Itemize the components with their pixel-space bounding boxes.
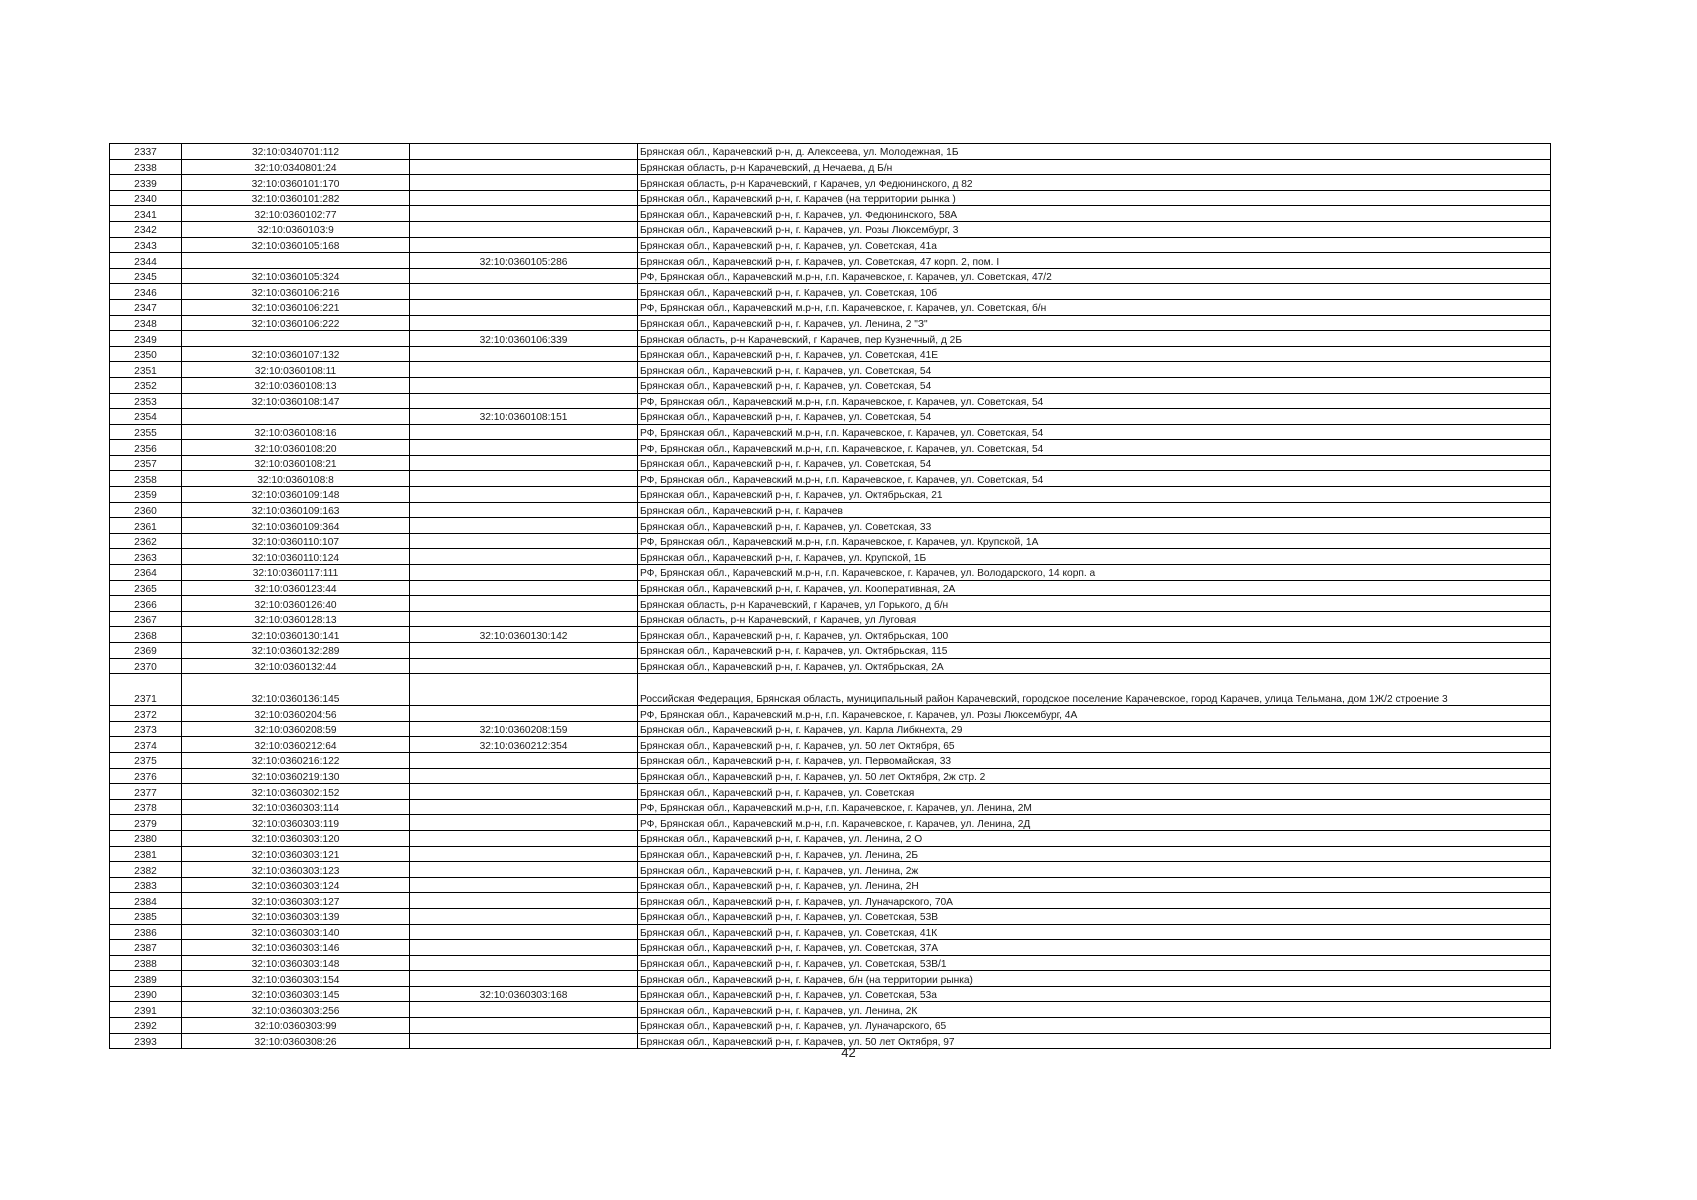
object-number-cell [410, 971, 638, 987]
row-number-cell: 2382 [110, 862, 182, 878]
row-number-cell: 2363 [110, 549, 182, 565]
cadastral-number-cell: 32:10:0360109:163 [182, 502, 410, 518]
address-cell: РФ, Брянская обл., Карачевский м.р-н, г.п. Карачевское, г. Карачев, ул. Володарского, 14 корп. а [638, 565, 1551, 581]
object-number-cell [410, 784, 638, 800]
cadastral-number-cell: 32:10:0360105:324 [182, 268, 410, 284]
table-row [110, 377, 1551, 393]
table-row [110, 393, 1551, 409]
cadastral-number-cell: 32:10:0360204:56 [182, 706, 410, 722]
object-number-cell: 32:10:0360303:168 [410, 986, 638, 1002]
table-row [110, 284, 1551, 300]
object-number-cell [410, 377, 638, 393]
address-cell: Брянская обл., Карачевский р-н, г. Карачев, ул. Луначарского, 70А [638, 893, 1551, 909]
cadastral-number-cell: 32:10:0360303:119 [182, 815, 410, 831]
table-row [110, 924, 1551, 940]
address-cell: Брянская обл., Карачевский р-н, г. Карачев, ул. Советская, 54 [638, 455, 1551, 471]
address-cell: Брянская обл., Карачевский р-н, г. Карачев, ул. Ленина, 2 О [638, 830, 1551, 846]
address-cell: РФ, Брянская обл., Карачевский м.р-н, г.п. Карачевское, г. Карачев, ул. Советская, 54 [638, 471, 1551, 487]
cadastral-number-cell: 32:10:0360102:77 [182, 206, 410, 222]
object-number-cell [410, 487, 638, 503]
table-row [110, 502, 1551, 518]
object-number-cell [410, 159, 638, 175]
address-cell: Брянская обл., Карачевский р-н, г. Карачев, ул. Советская, 41Е [638, 346, 1551, 362]
row-number-cell: 2391 [110, 1002, 182, 1018]
cadastral-number-cell: 32:10:0360130:141 [182, 627, 410, 643]
cadastral-number-cell: 32:10:0360108:20 [182, 440, 410, 456]
table-row [110, 424, 1551, 440]
object-number-cell [410, 471, 638, 487]
table-row [110, 409, 1551, 425]
object-number-cell [410, 206, 638, 222]
cadastral-number-cell: 32:10:0360303:145 [182, 986, 410, 1002]
row-number-cell: 2376 [110, 768, 182, 784]
table-row [110, 487, 1551, 503]
table-row [110, 533, 1551, 549]
object-number-cell [410, 221, 638, 237]
object-number-cell: 32:10:0360106:339 [410, 331, 638, 347]
row-number-cell: 2361 [110, 518, 182, 534]
table-row [110, 253, 1551, 269]
cadastral-number-cell: 32:10:0360303:99 [182, 1018, 410, 1034]
cadastral-number-cell: 32:10:0360303:256 [182, 1002, 410, 1018]
cadastral-number-cell: 32:10:0360303:154 [182, 971, 410, 987]
cadastral-number-cell: 32:10:0360110:107 [182, 533, 410, 549]
address-cell: Брянская обл., Карачевский р-н, г. Карачев, ул. Советская, 10б [638, 284, 1551, 300]
object-number-cell [410, 611, 638, 627]
object-number-cell [410, 955, 638, 971]
object-number-cell [410, 877, 638, 893]
row-number-cell: 2392 [110, 1018, 182, 1034]
row-number-cell: 2365 [110, 580, 182, 596]
object-number-cell [410, 706, 638, 722]
cadastral-number-cell: 32:10:0360303:114 [182, 799, 410, 815]
cadastral-number-cell: 32:10:0360101:282 [182, 190, 410, 206]
address-cell: Брянская обл., Карачевский р-н, г. Карачев, ул. Федюнинского, 58А [638, 206, 1551, 222]
address-cell: Российская Федерация, Брянская область, муниципальный район Карачевский, городское поселение Карачевское, город Карачев, улица Тельмана, дом 1Ж/2 строение 3 [638, 674, 1551, 706]
row-number-cell: 2356 [110, 440, 182, 456]
row-number-cell: 2349 [110, 331, 182, 347]
cadastral-number-cell: 32:10:0360108:8 [182, 471, 410, 487]
address-cell: Брянская обл., Карачевский р-н, г. Карачев, ул. Первомайская, 33 [638, 752, 1551, 768]
address-cell: Брянская обл., Карачевский р-н, г. Карачев, ул. Советская, 53В [638, 908, 1551, 924]
table-row [110, 737, 1551, 753]
table-row [110, 440, 1551, 456]
table-row [110, 206, 1551, 222]
address-cell: Брянская обл., Карачевский р-н, г. Карачев, ул. Ленина, 2 "З" [638, 315, 1551, 331]
row-number-cell: 2374 [110, 737, 182, 753]
table-row [110, 1018, 1551, 1034]
object-number-cell [410, 533, 638, 549]
object-number-cell [410, 1002, 638, 1018]
land-plots-table [109, 143, 1551, 1049]
object-number-cell [410, 393, 638, 409]
cadastral-number-cell: 32:10:0360308:26 [182, 1033, 410, 1049]
object-number-cell [410, 565, 638, 581]
object-number-cell [410, 768, 638, 784]
address-cell: РФ, Брянская обл., Карачевский м.р-н, г.п. Карачевское, г. Карачев, ул. Крупской, 1А [638, 533, 1551, 549]
address-cell: Брянская обл., Карачевский р-н, г. Карачев (на территории рынка ) [638, 190, 1551, 206]
table-row [110, 315, 1551, 331]
table-row [110, 706, 1551, 722]
table-row [110, 565, 1551, 581]
cadastral-number-cell: 32:10:0360108:16 [182, 424, 410, 440]
address-cell: Брянская обл., Карачевский р-н, г. Карачев, ул. Советская [638, 784, 1551, 800]
object-number-cell: 32:10:0360208:159 [410, 721, 638, 737]
table-row [110, 455, 1551, 471]
object-number-cell [410, 518, 638, 534]
table-row [110, 752, 1551, 768]
row-number-cell: 2369 [110, 643, 182, 659]
object-number-cell [410, 815, 638, 831]
cadastral-number-cell: 32:10:0360136:145 [182, 674, 410, 706]
table-row [110, 596, 1551, 612]
table-row [110, 940, 1551, 956]
cadastral-number-cell: 32:10:0360106:222 [182, 315, 410, 331]
cadastral-number-cell: 32:10:0360303:148 [182, 955, 410, 971]
table-row [110, 768, 1551, 784]
address-cell: Брянская обл., Карачевский р-н, г. Карачев, ул. Кооперативная, 2А [638, 580, 1551, 596]
row-number-cell: 2379 [110, 815, 182, 831]
table-row [110, 643, 1551, 659]
cadastral-number-cell: 32:10:0360132:289 [182, 643, 410, 659]
cadastral-number-cell: 32:10:0360212:64 [182, 737, 410, 753]
object-number-cell [410, 580, 638, 596]
table-row [110, 159, 1551, 175]
table-row [110, 611, 1551, 627]
table-row [110, 471, 1551, 487]
address-cell: Брянская обл., Карачевский р-н, г. Карачев, ул. 50 лет Октября, 2ж стр. 2 [638, 768, 1551, 784]
cadastral-number-cell: 32:10:0360303:121 [182, 846, 410, 862]
object-number-cell [410, 893, 638, 909]
address-cell: Брянская обл., Карачевский р-н, г. Карачев, ул. Карла Либкнехта, 29 [638, 721, 1551, 737]
row-number-cell: 2341 [110, 206, 182, 222]
cadastral-number-cell: 32:10:0360106:216 [182, 284, 410, 300]
row-number-cell: 2353 [110, 393, 182, 409]
table-row [110, 1002, 1551, 1018]
table-row [110, 955, 1551, 971]
row-number-cell: 2342 [110, 221, 182, 237]
object-number-cell [410, 830, 638, 846]
object-number-cell [410, 846, 638, 862]
row-number-cell: 2357 [110, 455, 182, 471]
object-number-cell [410, 190, 638, 206]
cadastral-number-cell: 32:10:0340701:112 [182, 144, 410, 160]
object-number-cell [410, 315, 638, 331]
table-row [110, 268, 1551, 284]
table-row [110, 658, 1551, 674]
table-row [110, 580, 1551, 596]
address-cell: Брянская обл., Карачевский р-н, г. Карачев, ул. Советская, 54 [638, 409, 1551, 425]
object-number-cell: 32:10:0360105:286 [410, 253, 638, 269]
row-number-cell: 2345 [110, 268, 182, 284]
address-cell: Брянская обл., Карачевский р-н, г. Карачев, ул. Ленина, 2Н [638, 877, 1551, 893]
address-cell: Брянская обл., Карачевский р-н, г. Карачев, ул. Советская, 54 [638, 377, 1551, 393]
object-number-cell [410, 268, 638, 284]
address-cell: Брянская область, р-н Карачевский, д Нечаева, д Б/н [638, 159, 1551, 175]
row-number-cell: 2366 [110, 596, 182, 612]
table-row [110, 908, 1551, 924]
row-number-cell: 2385 [110, 908, 182, 924]
table-row [110, 799, 1551, 815]
row-number-cell: 2348 [110, 315, 182, 331]
address-cell: Брянская обл., Карачевский р-н, г. Карачев, ул. Октябрьская, 115 [638, 643, 1551, 659]
object-number-cell [410, 908, 638, 924]
cadastral-number-cell: 32:10:0360303:139 [182, 908, 410, 924]
address-cell: Брянская обл., Карачевский р-н, г. Карачев, ул. Луначарского, 65 [638, 1018, 1551, 1034]
table-row [110, 986, 1551, 1002]
row-number-cell: 2354 [110, 409, 182, 425]
table-row [110, 674, 1551, 706]
cadastral-number-cell: 32:10:0360303:120 [182, 830, 410, 846]
table-row [110, 221, 1551, 237]
address-cell: Брянская обл., Карачевский р-н, г. Карачев, ул. Октябрьская, 21 [638, 487, 1551, 503]
cadastral-number-cell: 32:10:0360303:146 [182, 940, 410, 956]
table-row [110, 346, 1551, 362]
cadastral-number-cell: 32:10:0360109:148 [182, 487, 410, 503]
cadastral-number-cell: 32:10:0360303:124 [182, 877, 410, 893]
cadastral-number-cell: 32:10:0360108:147 [182, 393, 410, 409]
row-number-cell: 2347 [110, 299, 182, 315]
object-number-cell [410, 284, 638, 300]
object-number-cell: 32:10:0360108:151 [410, 409, 638, 425]
row-number-cell: 2384 [110, 893, 182, 909]
table-row [110, 815, 1551, 831]
object-number-cell [410, 144, 638, 160]
row-number-cell: 2358 [110, 471, 182, 487]
address-cell: Брянская обл., Карачевский р-н, г. Карачев, ул. Октябрьская, 100 [638, 627, 1551, 643]
address-cell: РФ, Брянская обл., Карачевский м.р-н, г.п. Карачевское, г. Карачев, ул. Ленина, 2М [638, 799, 1551, 815]
address-cell: Брянская обл., Карачевский р-н, г. Карачев, ул. Ленина, 2К [638, 1002, 1551, 1018]
table-row [110, 721, 1551, 737]
row-number-cell: 2370 [110, 658, 182, 674]
object-number-cell [410, 175, 638, 191]
address-cell: РФ, Брянская обл., Карачевский м.р-н, г.п. Карачевское, г. Карачев, ул. Советская, 54 [638, 393, 1551, 409]
table-row [110, 893, 1551, 909]
address-cell: Брянская обл., Карачевский р-н, г. Карачев, ул. Ленина, 2ж [638, 862, 1551, 878]
object-number-cell [410, 502, 638, 518]
address-cell: Брянская обл., Карачевский р-н, г. Карачев, ул. Советская, 41К [638, 924, 1551, 940]
row-number-cell: 2373 [110, 721, 182, 737]
cadastral-number-cell: 32:10:0360103:9 [182, 221, 410, 237]
cadastral-number-cell: 32:10:0360208:59 [182, 721, 410, 737]
object-number-cell [410, 752, 638, 768]
address-cell: Брянская обл., Карачевский р-н, г. Карачев, ул. Советская, 54 [638, 362, 1551, 378]
table-row [110, 971, 1551, 987]
cadastral-number-cell: 32:10:0360128:13 [182, 611, 410, 627]
row-number-cell: 2377 [110, 784, 182, 800]
cadastral-number-cell: 32:10:0360216:122 [182, 752, 410, 768]
table-row [110, 518, 1551, 534]
row-number-cell: 2371 [110, 674, 182, 706]
cadastral-number-cell: 32:10:0360123:44 [182, 580, 410, 596]
cadastral-number-cell: 32:10:0360101:170 [182, 175, 410, 191]
object-number-cell [410, 862, 638, 878]
object-number-cell [410, 549, 638, 565]
row-number-cell: 2360 [110, 502, 182, 518]
object-number-cell [410, 799, 638, 815]
row-number-cell: 2388 [110, 955, 182, 971]
object-number-cell: 32:10:0360130:142 [410, 627, 638, 643]
table-row [110, 862, 1551, 878]
address-cell: Брянская обл., Карачевский р-н, г. Карачев, ул. 50 лет Октября, 97 [638, 1033, 1551, 1049]
row-number-cell: 2339 [110, 175, 182, 191]
object-number-cell [410, 362, 638, 378]
address-cell: РФ, Брянская обл., Карачевский м.р-н, г.п. Карачевское, г. Карачев, ул. Советская, 54 [638, 440, 1551, 456]
table-row [110, 331, 1551, 347]
row-number-cell: 2350 [110, 346, 182, 362]
address-cell: Брянская обл., Карачевский р-н, г. Карачев [638, 502, 1551, 518]
cadastral-number-cell: 32:10:0360117:111 [182, 565, 410, 581]
address-cell: Брянская обл., Карачевский р-н, г. Карачев, ул. Розы Люксембург, 3 [638, 221, 1551, 237]
address-cell: РФ, Брянская обл., Карачевский м.р-н, г.п. Карачевское, г. Карачев, ул. Советская, 47/2 [638, 268, 1551, 284]
row-number-cell: 2359 [110, 487, 182, 503]
row-number-cell: 2338 [110, 159, 182, 175]
table-row [110, 175, 1551, 191]
address-cell: Брянская область, р-н Карачевский, г Карачев, ул Горького, д б/н [638, 596, 1551, 612]
row-number-cell: 2393 [110, 1033, 182, 1049]
cadastral-number-cell: 32:10:0360132:44 [182, 658, 410, 674]
cadastral-number-cell: 32:10:0360110:124 [182, 549, 410, 565]
table-row [110, 846, 1551, 862]
object-number-cell [410, 346, 638, 362]
row-number-cell: 2367 [110, 611, 182, 627]
row-number-cell: 2355 [110, 424, 182, 440]
table-body [110, 144, 1551, 1049]
object-number-cell [410, 924, 638, 940]
cadastral-number-cell: 32:10:0340801:24 [182, 159, 410, 175]
address-cell: РФ, Брянская обл., Карачевский м.р-н, г.п. Карачевское, г. Карачев, ул. Розы Люксембург, 4А [638, 706, 1551, 722]
row-number-cell: 2380 [110, 830, 182, 846]
table-row [110, 549, 1551, 565]
cadastral-number-cell: 32:10:0360303:140 [182, 924, 410, 940]
address-cell: РФ, Брянская обл., Карачевский м.р-н, г.п. Карачевское, г. Карачев, ул. Ленина, 2Д [638, 815, 1551, 831]
address-cell: Брянская обл., Карачевский р-н, г. Карачев, б/н (на территории рынка) [638, 971, 1551, 987]
table-row [110, 362, 1551, 378]
row-number-cell: 2344 [110, 253, 182, 269]
row-number-cell: 2364 [110, 565, 182, 581]
row-number-cell: 2389 [110, 971, 182, 987]
cadastral-number-cell: 32:10:0360303:127 [182, 893, 410, 909]
object-number-cell [410, 440, 638, 456]
address-cell: Брянская область, р-н Карачевский, г Карачев, ул Луговая [638, 611, 1551, 627]
row-number-cell: 2343 [110, 237, 182, 253]
row-number-cell: 2378 [110, 799, 182, 815]
address-cell: Брянская область, р-н Карачевский, г Карачев, ул Федюнинского, д 82 [638, 175, 1551, 191]
table-row [110, 190, 1551, 206]
address-cell: Брянская обл., Карачевский р-н, г. Карачев, ул. Советская, 53а [638, 986, 1551, 1002]
table-row [110, 784, 1551, 800]
cadastral-number-cell: 32:10:0360109:364 [182, 518, 410, 534]
row-number-cell: 2352 [110, 377, 182, 393]
table-row [110, 299, 1551, 315]
cadastral-number-cell [182, 331, 410, 347]
address-cell: Брянская обл., Карачевский р-н, г. Карачев, ул. Советская, 33 [638, 518, 1551, 534]
address-cell: Брянская обл., Карачевский р-н, г. Карачев, ул. Советская, 37А [638, 940, 1551, 956]
row-number-cell: 2340 [110, 190, 182, 206]
cadastral-number-cell: 32:10:0360126:40 [182, 596, 410, 612]
cadastral-number-cell: 32:10:0360108:11 [182, 362, 410, 378]
table-row [110, 144, 1551, 160]
cadastral-number-cell: 32:10:0360219:130 [182, 768, 410, 784]
row-number-cell: 2390 [110, 986, 182, 1002]
object-number-cell [410, 596, 638, 612]
cadastral-number-cell [182, 253, 410, 269]
cadastral-number-cell: 32:10:0360106:221 [182, 299, 410, 315]
object-number-cell [410, 237, 638, 253]
row-number-cell: 2372 [110, 706, 182, 722]
object-number-cell [410, 1018, 638, 1034]
row-number-cell: 2351 [110, 362, 182, 378]
address-cell: Брянская обл., Карачевский р-н, г. Карачев, ул. 50 лет Октября, 65 [638, 737, 1551, 753]
table-row [110, 877, 1551, 893]
cadastral-number-cell: 32:10:0360303:123 [182, 862, 410, 878]
address-cell: Брянская обл., Карачевский р-н, г. Карачев, ул. Ленина, 2Б [638, 846, 1551, 862]
row-number-cell: 2368 [110, 627, 182, 643]
table-row [110, 830, 1551, 846]
cadastral-number-cell: 32:10:0360108:13 [182, 377, 410, 393]
table-row [110, 237, 1551, 253]
cadastral-number-cell: 32:10:0360108:21 [182, 455, 410, 471]
address-cell: Брянская обл., Карачевский р-н, г. Карачев, ул. Советская, 47 корп. 2, пом. I [638, 253, 1551, 269]
cadastral-number-cell: 32:10:0360107:132 [182, 346, 410, 362]
object-number-cell [410, 658, 638, 674]
object-number-cell: 32:10:0360212:354 [410, 737, 638, 753]
object-number-cell [410, 455, 638, 471]
address-cell: Брянская обл., Карачевский р-н, г. Карачев, ул. Советская, 53В/1 [638, 955, 1551, 971]
row-number-cell: 2375 [110, 752, 182, 768]
cadastral-number-cell: 32:10:0360105:168 [182, 237, 410, 253]
page-number: 42 [841, 1045, 856, 1060]
address-cell: Брянская обл., Карачевский р-н, г. Карачев, ул. Советская, 41а [638, 237, 1551, 253]
object-number-cell [410, 424, 638, 440]
address-cell: Брянская обл., Карачевский р-н, д. Алексеева, ул. Молодежная, 1Б [638, 144, 1551, 160]
address-cell: РФ, Брянская обл., Карачевский м.р-н, г.п. Карачевское, г. Карачев, ул. Советская, 54 [638, 424, 1551, 440]
address-cell: Брянская обл., Карачевский р-н, г. Карачев, ул. Октябрьская, 2А [638, 658, 1551, 674]
address-cell: Брянская обл., Карачевский р-н, г. Карачев, ул. Крупской, 1Б [638, 549, 1551, 565]
cadastral-number-cell [182, 409, 410, 425]
object-number-cell [410, 643, 638, 659]
address-cell: РФ, Брянская обл., Карачевский м.р-н, г.п. Карачевское, г. Карачев, ул. Советская, б/н [638, 299, 1551, 315]
cadastral-number-cell: 32:10:0360302:152 [182, 784, 410, 800]
row-number-cell: 2346 [110, 284, 182, 300]
row-number-cell: 2381 [110, 846, 182, 862]
row-number-cell: 2337 [110, 144, 182, 160]
row-number-cell: 2383 [110, 877, 182, 893]
object-number-cell [410, 674, 638, 706]
row-number-cell: 2362 [110, 533, 182, 549]
table-row [110, 627, 1551, 643]
address-cell: Брянская область, р-н Карачевский, г Карачев, пер Кузнечный, д 2Б [638, 331, 1551, 347]
row-number-cell: 2386 [110, 924, 182, 940]
row-number-cell: 2387 [110, 940, 182, 956]
object-number-cell [410, 940, 638, 956]
object-number-cell [410, 299, 638, 315]
